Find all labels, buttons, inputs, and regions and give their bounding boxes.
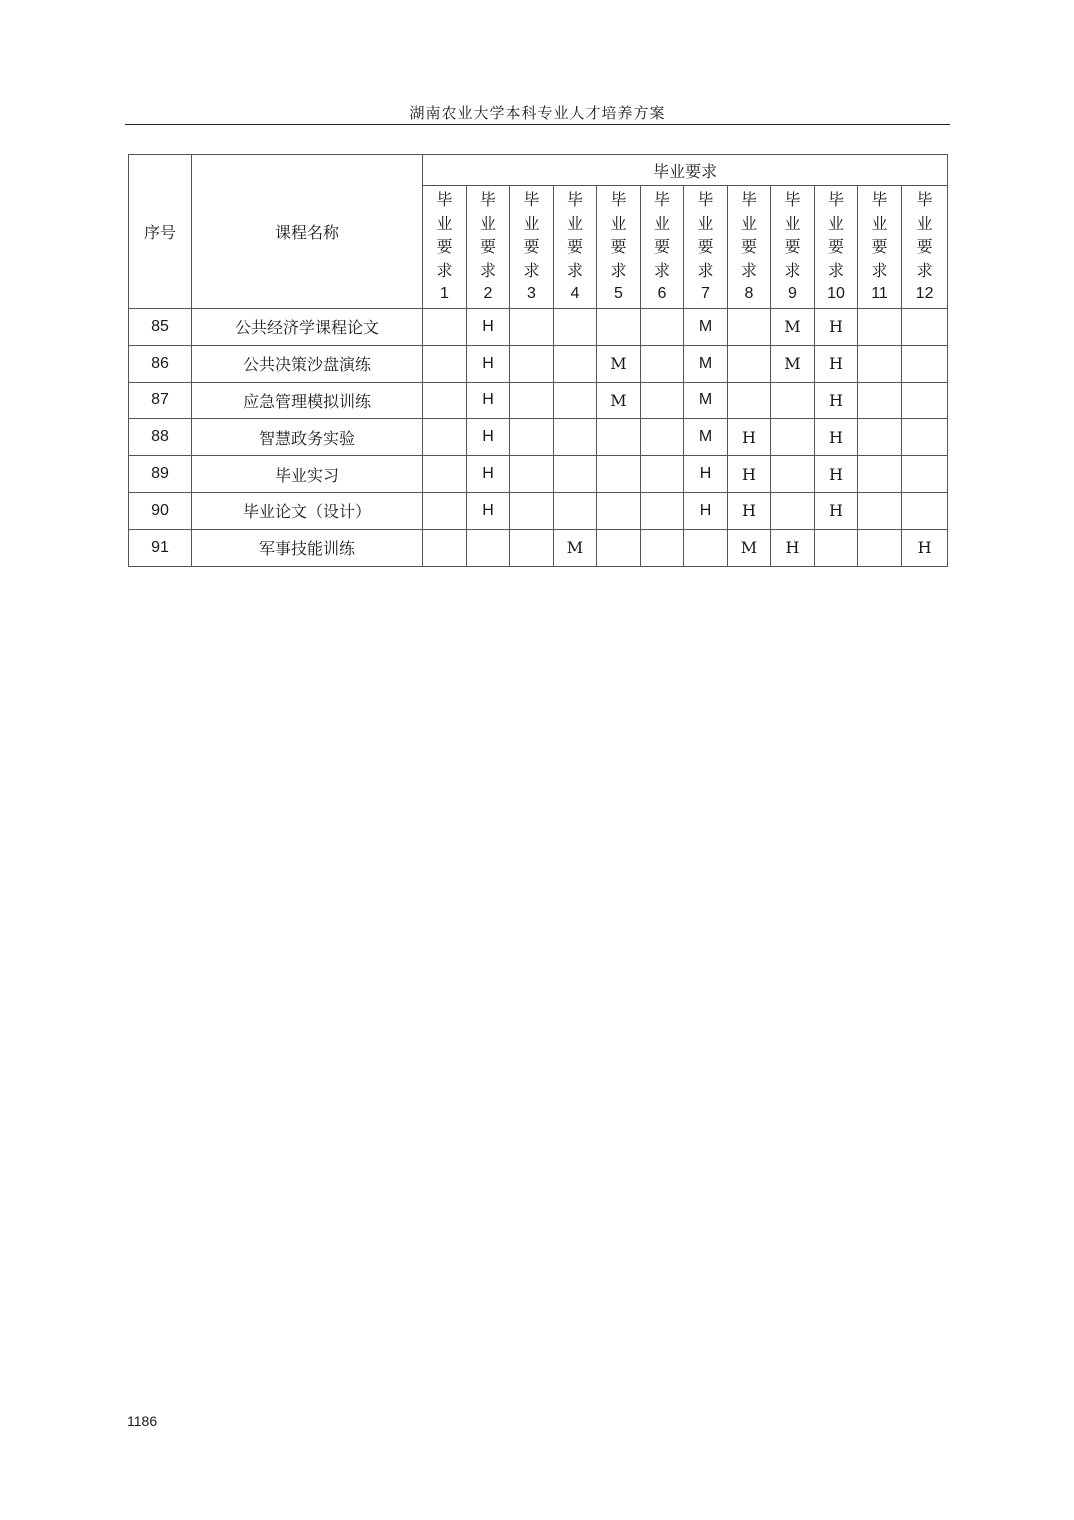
row-course-name: 智慧政务实验 bbox=[192, 419, 423, 456]
requirement-level-cell: M bbox=[597, 382, 641, 419]
requirement-level-cell: H bbox=[684, 492, 728, 529]
requirement-level-cell bbox=[858, 382, 902, 419]
requirement-level-cell bbox=[554, 419, 597, 456]
requirement-header-char: 要 bbox=[784, 237, 801, 257]
requirement-header-char: 毕 bbox=[479, 190, 496, 210]
requirement-header-char: 毕 bbox=[827, 190, 844, 210]
requirement-level-cell: H bbox=[467, 309, 510, 346]
requirement-header-char: 要 bbox=[697, 237, 714, 257]
requirement-level-cell: H bbox=[815, 456, 858, 493]
row-seq: 89 bbox=[129, 456, 192, 493]
requirement-level-cell bbox=[858, 419, 902, 456]
requirement-level-cell: M bbox=[597, 345, 641, 382]
row-course-name: 军事技能训练 bbox=[192, 529, 423, 566]
requirement-header-char: 求 bbox=[827, 260, 844, 280]
requirement-level-cell: M bbox=[684, 345, 728, 382]
requirement-header-char: 要 bbox=[653, 237, 670, 257]
requirement-level-cell: H bbox=[815, 309, 858, 346]
requirement-header-char: 求 bbox=[653, 260, 670, 280]
requirement-header-char: 要 bbox=[566, 237, 583, 257]
requirement-level-cell bbox=[684, 529, 728, 566]
requirement-header-char: 业 bbox=[566, 213, 583, 233]
requirement-header-char: 要 bbox=[827, 237, 844, 257]
row-seq: 91 bbox=[129, 529, 192, 566]
table-row bbox=[129, 492, 948, 529]
requirement-level-cell: H bbox=[815, 345, 858, 382]
page-header-title: 湖南农业大学本科专业人才培养方案 bbox=[409, 104, 666, 122]
requirement-level-cell bbox=[641, 492, 684, 529]
requirement-header-char: 业 bbox=[871, 213, 888, 233]
requirement-header-7 bbox=[684, 186, 728, 309]
header-seq: 序号 bbox=[129, 155, 192, 309]
requirement-level-cell bbox=[554, 492, 597, 529]
requirement-level-cell: H bbox=[467, 456, 510, 493]
requirement-level-cell bbox=[641, 309, 684, 346]
requirement-header-char: 求 bbox=[566, 260, 583, 280]
requirement-level-cell bbox=[597, 529, 641, 566]
requirement-level-cell bbox=[423, 529, 467, 566]
requirement-header-char: 毕 bbox=[871, 190, 888, 210]
requirement-level-cell bbox=[728, 309, 771, 346]
requirement-level-cell bbox=[510, 456, 554, 493]
requirement-level-cell bbox=[554, 382, 597, 419]
requirement-header-6 bbox=[641, 186, 684, 309]
requirement-header-char: 毕 bbox=[436, 190, 453, 210]
requirement-level-cell bbox=[597, 456, 641, 493]
row-seq: 88 bbox=[129, 419, 192, 456]
requirement-level-cell bbox=[597, 309, 641, 346]
requirement-header-char: 求 bbox=[784, 260, 801, 280]
requirement-header-number: 7 bbox=[701, 285, 710, 303]
requirement-header-number: 3 bbox=[527, 285, 536, 303]
requirement-header-char: 要 bbox=[523, 237, 540, 257]
requirement-header-number: 12 bbox=[915, 285, 934, 303]
requirement-header-char: 要 bbox=[916, 237, 933, 257]
requirement-header-number: 4 bbox=[570, 285, 580, 303]
requirement-header-char: 要 bbox=[436, 237, 453, 257]
requirement-level-cell: H bbox=[771, 529, 815, 566]
requirement-header-9 bbox=[771, 186, 815, 309]
requirement-level-cell bbox=[423, 492, 467, 529]
requirement-level-cell bbox=[641, 419, 684, 456]
requirement-level-cell bbox=[641, 456, 684, 493]
requirement-level-cell: M bbox=[684, 382, 728, 419]
requirement-header-2 bbox=[467, 186, 510, 309]
requirement-level-cell bbox=[423, 456, 467, 493]
header-divider bbox=[125, 124, 950, 125]
requirement-header-char: 求 bbox=[479, 260, 496, 280]
row-course-name: 毕业论文（设计） bbox=[192, 492, 423, 529]
requirement-level-cell bbox=[771, 382, 815, 419]
row-course-name: 毕业实习 bbox=[192, 456, 423, 493]
requirement-header-char: 要 bbox=[740, 237, 757, 257]
requirement-level-cell bbox=[641, 529, 684, 566]
table-row bbox=[129, 419, 948, 456]
requirement-level-cell: H bbox=[728, 492, 771, 529]
requirement-header-number: 1 bbox=[440, 285, 449, 303]
requirement-header-number: 8 bbox=[744, 285, 754, 303]
requirement-header-char: 毕 bbox=[697, 190, 714, 210]
requirement-level-cell bbox=[858, 309, 902, 346]
requirement-level-cell bbox=[554, 456, 597, 493]
requirement-header-4 bbox=[554, 186, 597, 309]
requirement-level-cell: H bbox=[815, 492, 858, 529]
requirement-level-cell bbox=[423, 382, 467, 419]
requirement-header-char: 求 bbox=[610, 260, 627, 280]
requirement-level-cell bbox=[423, 345, 467, 382]
requirement-header-number: 5 bbox=[614, 285, 623, 303]
table-row bbox=[129, 309, 948, 346]
requirement-level-cell bbox=[858, 492, 902, 529]
requirement-level-cell bbox=[902, 456, 948, 493]
table-row bbox=[129, 382, 948, 419]
requirement-level-cell bbox=[554, 345, 597, 382]
requirement-header-char: 毕 bbox=[784, 190, 801, 210]
requirement-header-5 bbox=[597, 186, 641, 309]
row-course-name: 公共决策沙盘演练 bbox=[192, 345, 423, 382]
requirement-header-number: 2 bbox=[483, 285, 493, 303]
requirement-header-char: 业 bbox=[610, 213, 627, 233]
requirement-level-cell bbox=[858, 345, 902, 382]
requirement-level-cell bbox=[641, 382, 684, 419]
requirement-level-cell bbox=[597, 492, 641, 529]
row-course-name: 公共经济学课程论文 bbox=[192, 309, 423, 346]
requirement-level-cell: H bbox=[467, 492, 510, 529]
requirement-level-cell bbox=[902, 492, 948, 529]
requirement-header-number: 10 bbox=[827, 285, 845, 303]
requirement-level-cell: M bbox=[728, 529, 771, 566]
graduation-requirements-table bbox=[128, 154, 948, 567]
requirement-header-char: 求 bbox=[523, 260, 540, 280]
requirement-header-char: 业 bbox=[523, 213, 540, 233]
requirement-level-cell bbox=[554, 309, 597, 346]
page-number: 1186 bbox=[127, 1413, 158, 1429]
requirement-header-char: 业 bbox=[697, 213, 714, 233]
requirement-header-char: 毕 bbox=[610, 190, 627, 210]
requirement-level-cell bbox=[423, 309, 467, 346]
requirement-level-cell: M bbox=[684, 419, 728, 456]
requirement-header-char: 毕 bbox=[740, 190, 757, 210]
row-seq: 86 bbox=[129, 345, 192, 382]
requirement-level-cell: H bbox=[728, 419, 771, 456]
requirement-level-cell bbox=[902, 419, 948, 456]
requirement-level-cell bbox=[815, 529, 858, 566]
requirement-header-number: 9 bbox=[788, 285, 797, 303]
requirement-level-cell: H bbox=[815, 419, 858, 456]
requirement-header-number: 6 bbox=[657, 285, 667, 303]
requirement-level-cell: M bbox=[771, 309, 815, 346]
requirement-header-char: 业 bbox=[916, 213, 933, 233]
requirement-header-char: 业 bbox=[653, 213, 670, 233]
requirement-header-11 bbox=[858, 186, 902, 309]
requirement-level-cell bbox=[510, 492, 554, 529]
requirement-level-cell: M bbox=[684, 309, 728, 346]
requirement-header-12 bbox=[902, 186, 948, 309]
table-row bbox=[129, 345, 948, 382]
requirement-header-char: 业 bbox=[740, 213, 757, 233]
requirement-level-cell bbox=[597, 419, 641, 456]
table-row bbox=[129, 529, 948, 566]
requirement-level-cell bbox=[771, 456, 815, 493]
requirement-header-char: 求 bbox=[871, 260, 888, 280]
row-course-name: 应急管理模拟训练 bbox=[192, 382, 423, 419]
requirement-level-cell bbox=[902, 345, 948, 382]
requirement-level-cell bbox=[510, 309, 554, 346]
requirement-header-char: 求 bbox=[436, 260, 453, 280]
requirement-level-cell: H bbox=[467, 345, 510, 382]
header-graduation-requirements: 毕业要求 bbox=[423, 155, 948, 186]
requirement-level-cell bbox=[510, 419, 554, 456]
requirement-header-char: 要 bbox=[871, 237, 888, 257]
requirement-level-cell bbox=[771, 419, 815, 456]
row-seq: 90 bbox=[129, 492, 192, 529]
requirement-header-1 bbox=[423, 186, 467, 309]
requirement-level-cell: H bbox=[684, 456, 728, 493]
requirement-header-char: 求 bbox=[697, 260, 714, 280]
requirement-header-char: 业 bbox=[479, 213, 496, 233]
requirement-header-3 bbox=[510, 186, 554, 309]
requirement-level-cell: H bbox=[902, 529, 948, 566]
requirement-level-cell: H bbox=[467, 419, 510, 456]
requirement-level-cell bbox=[467, 529, 510, 566]
requirement-header-char: 业 bbox=[784, 213, 801, 233]
row-seq: 85 bbox=[129, 309, 192, 346]
row-seq: 87 bbox=[129, 382, 192, 419]
requirement-level-cell bbox=[902, 382, 948, 419]
requirement-header-10 bbox=[815, 186, 858, 309]
requirement-level-cell: H bbox=[728, 456, 771, 493]
requirement-level-cell bbox=[728, 345, 771, 382]
requirement-level-cell bbox=[902, 309, 948, 346]
requirement-level-cell: H bbox=[815, 382, 858, 419]
requirement-level-cell bbox=[510, 345, 554, 382]
requirement-header-char: 要 bbox=[479, 237, 496, 257]
requirement-level-cell bbox=[641, 345, 684, 382]
header-course-name: 课程名称 bbox=[192, 155, 423, 309]
requirement-level-cell bbox=[771, 492, 815, 529]
requirement-level-cell bbox=[510, 529, 554, 566]
requirement-level-cell bbox=[728, 382, 771, 419]
requirement-header-char: 毕 bbox=[916, 190, 933, 210]
requirement-header-char: 业 bbox=[436, 213, 453, 233]
requirement-header-char: 求 bbox=[740, 260, 757, 280]
requirement-level-cell bbox=[858, 456, 902, 493]
requirement-level-cell: M bbox=[554, 529, 597, 566]
requirement-level-cell bbox=[510, 382, 554, 419]
requirement-header-char: 求 bbox=[916, 260, 933, 280]
requirement-level-cell bbox=[423, 419, 467, 456]
requirement-header-8 bbox=[728, 186, 771, 309]
requirement-header-number: 11 bbox=[871, 285, 888, 303]
table-row bbox=[129, 456, 948, 493]
requirement-header-char: 业 bbox=[827, 213, 844, 233]
requirement-header-char: 毕 bbox=[566, 190, 583, 210]
requirement-level-cell: M bbox=[771, 345, 815, 382]
requirement-level-cell: H bbox=[467, 382, 510, 419]
requirement-header-char: 毕 bbox=[653, 190, 670, 210]
requirement-header-char: 毕 bbox=[523, 190, 540, 210]
requirement-header-char: 要 bbox=[610, 237, 627, 257]
requirement-level-cell bbox=[858, 529, 902, 566]
